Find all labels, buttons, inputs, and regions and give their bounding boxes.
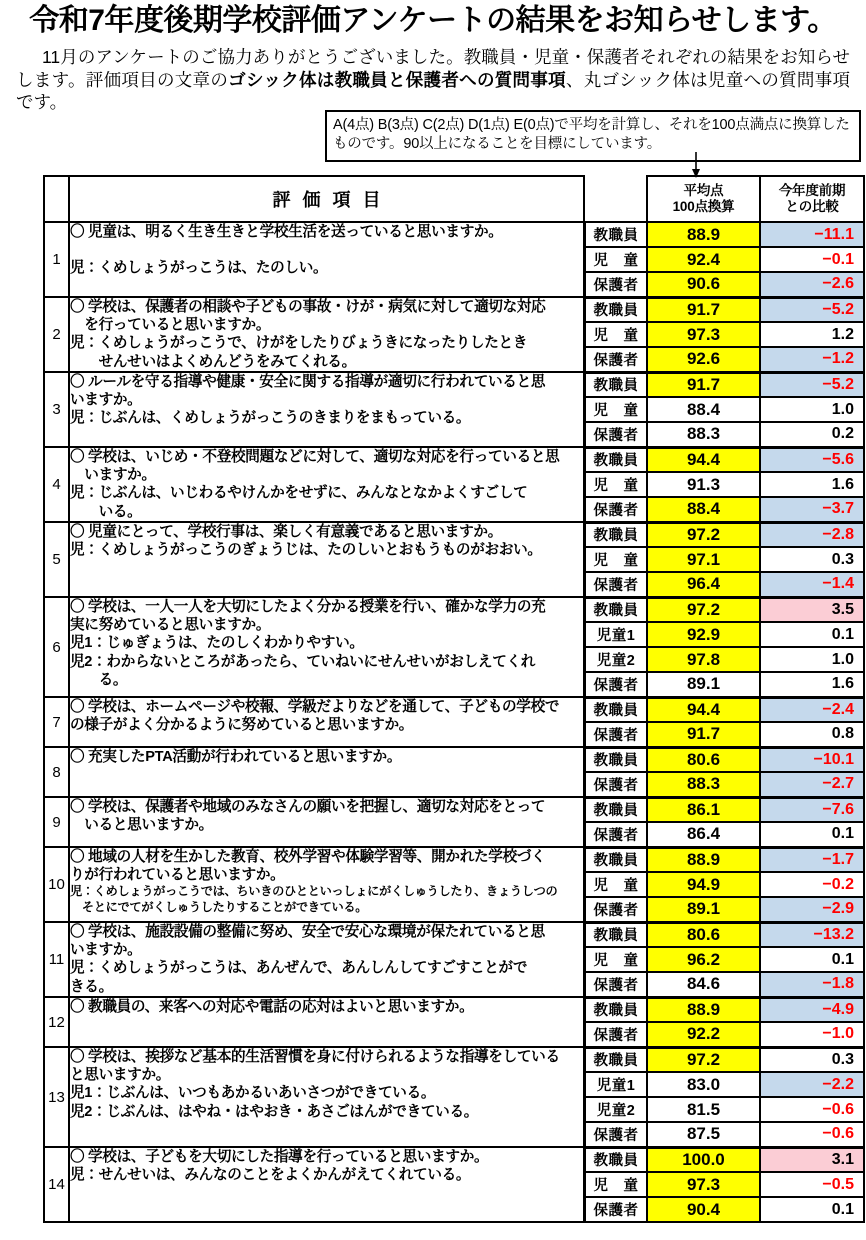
question-text: と思いますか。 xyxy=(70,1067,171,1084)
respondent-group: 児 童 xyxy=(585,247,647,272)
question-child-text xyxy=(70,241,583,259)
average-score: 89.1 xyxy=(647,672,760,697)
comparison-value: −3.7 xyxy=(760,497,864,522)
comparison-value: −2.2 xyxy=(760,1072,864,1097)
respondent-group: 児童1 xyxy=(585,622,647,647)
compare-header-line2: との比較 xyxy=(785,199,839,214)
comparison-value: 0.1 xyxy=(760,1197,864,1222)
respondent-group: 児 童 xyxy=(585,872,647,897)
evaluation-items-table xyxy=(43,175,583,1223)
score-row xyxy=(585,222,864,247)
comparison-value: 1.6 xyxy=(760,672,864,697)
table-row xyxy=(44,847,584,922)
score-row xyxy=(585,897,864,922)
row-number: 5 xyxy=(44,522,69,597)
question-text: 〇 ルールを守る指導や健康・安全に関する指導が適切に行われていると思 xyxy=(70,374,546,390)
scores-header-average xyxy=(647,176,760,222)
respondent-group: 保護者 xyxy=(585,722,647,747)
comparison-value: −5.2 xyxy=(760,372,864,397)
score-row xyxy=(585,322,864,347)
question-text: の様子がよく分かるように努めていると思いますか。 xyxy=(70,717,414,734)
score-row xyxy=(585,397,864,422)
score-row xyxy=(585,772,864,797)
question-text: 〇 学校は、ホームページや校報、学級だよりなどを通して、子どもの学校で xyxy=(70,699,560,715)
question-text: いますか。 xyxy=(70,392,142,409)
average-score: 97.8 xyxy=(647,647,760,672)
respondent-group: 保護者 xyxy=(585,1197,647,1222)
score-row xyxy=(585,822,864,847)
question-text: 〇 教職員の、来客への対応や電話の応対はよいと思いますか。 xyxy=(70,999,474,1015)
comparison-value: −10.1 xyxy=(760,747,864,772)
intro-line-1: 11月のアンケートのご協力ありがとうございました。教職員・児童・保護者それぞれの結果を xyxy=(42,47,781,67)
comparison-value: 3.1 xyxy=(760,1147,864,1172)
respondent-group: 児 童 xyxy=(585,397,647,422)
respondent-group: 児 童 xyxy=(585,947,647,972)
respondent-group: 保護者 xyxy=(585,972,647,997)
question-text: 〇 学校は、施設設備の整備に努め、安全で安心な環境が保たれていると思 xyxy=(70,924,545,940)
average-score: 97.2 xyxy=(647,522,760,547)
comparison-value: −0.1 xyxy=(760,247,864,272)
question-text: 〇 学校は、いじめ・不登校問題などに対して、適切な対応を行っていると思 xyxy=(70,449,560,465)
table-row xyxy=(44,597,584,697)
table-row xyxy=(44,922,584,997)
average-score: 88.9 xyxy=(647,847,760,872)
respondent-group: 保護者 xyxy=(585,347,647,372)
average-score: 88.4 xyxy=(647,497,760,522)
score-row xyxy=(585,947,864,972)
score-row xyxy=(585,1047,864,1072)
scores-header-blank xyxy=(585,176,647,222)
respondent-group: 教職員 xyxy=(585,297,647,322)
question-cell xyxy=(69,797,584,847)
average-score: 91.3 xyxy=(647,472,760,497)
comparison-value: −2.8 xyxy=(760,522,864,547)
score-row xyxy=(585,1022,864,1047)
table-row xyxy=(44,1147,584,1222)
score-row xyxy=(585,447,864,472)
intro-line-3: は児童への質問事項です。 xyxy=(16,69,851,112)
question-child-text: 児：くめしょうがっこうは、たのしい。 xyxy=(70,260,328,277)
table-row xyxy=(44,222,584,297)
page-title: 令和7年度後期学校評価アンケートの結果をお知らせします。 xyxy=(29,4,837,37)
respondent-group: 教職員 xyxy=(585,522,647,547)
comparison-value: −13.2 xyxy=(760,922,864,947)
comparison-value: −1.4 xyxy=(760,572,864,597)
question-child-text: 児：じぶんは、いじわるやけんかをせずに、みんなとなかよくすごして xyxy=(70,485,528,502)
score-row xyxy=(585,747,864,772)
score-row xyxy=(585,297,864,322)
respondent-group: 教職員 xyxy=(585,447,647,472)
row-number: 12 xyxy=(44,997,69,1047)
scoring-note-text: A(4点) B(3点) C(2点) D(1点) E(0点)で平均を計算し、それを100点満点に換算したものです。90以上になることを目標にしています。 xyxy=(333,117,850,152)
row-number: 4 xyxy=(44,447,69,522)
question-cell xyxy=(69,1147,584,1222)
question-child-text: 児2：わからないところがあったら、ていねいにせんせいがおしえてくれ xyxy=(70,653,536,670)
score-row xyxy=(585,1147,864,1172)
question-text: いますか。 xyxy=(70,467,156,484)
score-row xyxy=(585,997,864,1022)
compare-header-line1: 今年度前期 xyxy=(778,183,846,198)
comparison-value: 0.2 xyxy=(760,422,864,447)
question-cell xyxy=(69,697,584,747)
respondent-group: 保護者 xyxy=(585,772,647,797)
question-cell xyxy=(69,297,584,372)
average-score: 90.4 xyxy=(647,1197,760,1222)
comparison-value: −11.1 xyxy=(760,222,864,247)
question-cell xyxy=(69,1047,584,1147)
respondent-group: 教職員 xyxy=(585,222,647,247)
comparison-value: −0.6 xyxy=(760,1097,864,1122)
intro-line-2b-bold: ゴシック体は教職員と保護者への質問事項 xyxy=(228,69,566,90)
average-score: 83.0 xyxy=(647,1072,760,1097)
intro-line-2a: お知らせします。評価項目の文章の xyxy=(16,47,850,90)
respondent-group: 教職員 xyxy=(585,922,647,947)
average-score: 94.4 xyxy=(647,447,760,472)
comparison-value: −2.6 xyxy=(760,272,864,297)
comparison-value: −5.6 xyxy=(760,447,864,472)
comparison-value: −2.9 xyxy=(760,897,864,922)
scores-header-compare xyxy=(760,176,864,222)
respondent-group: 保護者 xyxy=(585,572,647,597)
question-text: 実に努めていると思いますか。 xyxy=(70,617,271,634)
table-row xyxy=(44,697,584,747)
average-score: 92.2 xyxy=(647,1022,760,1047)
respondent-group: 保護者 xyxy=(585,1022,647,1047)
respondent-group: 保護者 xyxy=(585,1122,647,1147)
average-score: 94.9 xyxy=(647,872,760,897)
score-row xyxy=(585,672,864,697)
comparison-value: 0.1 xyxy=(760,947,864,972)
respondent-group: 児 童 xyxy=(585,322,647,347)
question-cell xyxy=(69,847,584,922)
question-text: 〇 充実したPTA活動が行われていると思いますか。 xyxy=(70,749,402,765)
question-text: 〇 学校は、挨拶など基本的生活習慣を身に付けられるような指導をしている xyxy=(70,1049,560,1065)
comparison-value: 1.0 xyxy=(760,397,864,422)
score-row xyxy=(585,722,864,747)
score-row xyxy=(585,272,864,297)
question-text: 〇 児童にとって、学校行事は、楽しく有意義であると思いますか。 xyxy=(70,524,502,540)
row-number: 2 xyxy=(44,297,69,372)
score-row xyxy=(585,872,864,897)
question-text: 〇 学校は、保護者の相談や子どもの事故・けが・病気に対して適切な対応 xyxy=(70,299,546,315)
respondent-group: 教職員 xyxy=(585,847,647,872)
score-row xyxy=(585,247,864,272)
respondent-group: 教職員 xyxy=(585,697,647,722)
score-row xyxy=(585,497,864,522)
question-cell xyxy=(69,997,584,1047)
comparison-value: 0.3 xyxy=(760,1047,864,1072)
comparison-value: 0.1 xyxy=(760,822,864,847)
score-row xyxy=(585,1197,864,1222)
question-text: を行っていると思いますか。 xyxy=(70,317,271,334)
respondent-group: 保護者 xyxy=(585,497,647,522)
table-row xyxy=(44,297,584,372)
comparison-value: −4.9 xyxy=(760,997,864,1022)
question-child-text: いる。 xyxy=(70,503,142,520)
average-score: 80.6 xyxy=(647,747,760,772)
average-score: 88.3 xyxy=(647,422,760,447)
average-score: 80.6 xyxy=(647,922,760,947)
comparison-value: −7.6 xyxy=(760,797,864,822)
comparison-value: −0.5 xyxy=(760,1172,864,1197)
question-cell xyxy=(69,447,584,522)
score-row xyxy=(585,697,864,722)
scores-table xyxy=(584,175,863,1223)
average-score: 86.1 xyxy=(647,797,760,822)
average-score: 88.9 xyxy=(647,222,760,247)
average-score: 97.3 xyxy=(647,322,760,347)
average-score: 94.4 xyxy=(647,697,760,722)
question-child-text: せんせいはよくめんどうをみてくれる。 xyxy=(70,353,356,370)
question-cell xyxy=(69,522,584,597)
score-row xyxy=(585,922,864,947)
question-child-text: 児：くめしょうがっこうは、あんぜんで、あんしんしてすごすことがで xyxy=(70,960,528,977)
scoring-note-box xyxy=(325,110,861,162)
question-text: 〇 学校は、子どもを大切にした指導を行っていると思いますか。 xyxy=(70,1149,489,1165)
question-child-text: 児1：じゅぎょうは、たのしくわかりやすい。 xyxy=(70,635,364,652)
question-child-text: る。 xyxy=(70,671,128,688)
score-row xyxy=(585,1122,864,1147)
respondent-group: 保護者 xyxy=(585,897,647,922)
average-score: 97.2 xyxy=(647,597,760,622)
comparison-value: 0.1 xyxy=(760,622,864,647)
average-score: 97.2 xyxy=(647,1047,760,1072)
comparison-value: 1.2 xyxy=(760,322,864,347)
question-text: 〇 学校は、保護者や地域のみなさんの願いを把握し、適切な対応をとって xyxy=(70,799,546,815)
average-header-line2: 100点換算 xyxy=(672,199,735,214)
respondent-group: 児童2 xyxy=(585,1097,647,1122)
score-row xyxy=(585,622,864,647)
comparison-value: 3.5 xyxy=(760,597,864,622)
question-child-text: そとにでてがくしゅうしたりすることができている。 xyxy=(70,899,368,914)
items-header-label: 評価項目 xyxy=(69,176,584,222)
table-row xyxy=(44,997,584,1047)
respondent-group: 教職員 xyxy=(585,372,647,397)
score-row xyxy=(585,1172,864,1197)
average-score: 81.5 xyxy=(647,1097,760,1122)
question-child-text: 児2：じぶんは、はやね・はやおき・あさごはんができている。 xyxy=(70,1103,479,1120)
respondent-group: 児 童 xyxy=(585,472,647,497)
comparison-value: −0.6 xyxy=(760,1122,864,1147)
score-row xyxy=(585,972,864,997)
score-row xyxy=(585,572,864,597)
score-row xyxy=(585,797,864,822)
question-cell xyxy=(69,922,584,997)
row-number: 7 xyxy=(44,697,69,747)
question-text: 〇 学校は、一人一人を大切にしたよく分かる授業を行い、確かな学力の充 xyxy=(70,599,546,615)
average-score: 91.7 xyxy=(647,722,760,747)
question-text: 〇 地域の人材を生かした教育、校外学習や体験学習等、開かれた学校づく xyxy=(70,849,546,865)
table-row xyxy=(44,372,584,447)
comparison-value: −2.4 xyxy=(760,697,864,722)
average-score: 88.9 xyxy=(647,997,760,1022)
table-row xyxy=(44,447,584,522)
average-score: 92.6 xyxy=(647,347,760,372)
question-child-text: 児：くめしょうがっこうのぎょうじは、たのしいとおもうものがおおい。 xyxy=(70,542,542,559)
question-cell xyxy=(69,372,584,447)
score-row xyxy=(585,597,864,622)
items-header-row xyxy=(44,176,584,222)
row-number: 9 xyxy=(44,797,69,847)
score-row xyxy=(585,1097,864,1122)
average-score: 88.4 xyxy=(647,397,760,422)
question-child-text: 児：じぶんは、くめしょうがっこうのきまりをまもっている。 xyxy=(70,410,471,427)
average-score: 90.6 xyxy=(647,272,760,297)
score-row xyxy=(585,422,864,447)
question-child-text: 児：せんせいは、みんなのことをよくかんがえてくれている。 xyxy=(70,1167,471,1184)
average-score: 96.4 xyxy=(647,572,760,597)
respondent-group: 保護者 xyxy=(585,422,647,447)
table-row xyxy=(44,797,584,847)
question-cell xyxy=(69,747,584,797)
average-score: 97.1 xyxy=(647,547,760,572)
table-row xyxy=(44,747,584,797)
average-score: 96.2 xyxy=(647,947,760,972)
comparison-value: −2.7 xyxy=(760,772,864,797)
respondent-group: 児 童 xyxy=(585,547,647,572)
question-cell xyxy=(69,597,584,697)
comparison-value: −1.7 xyxy=(760,847,864,872)
score-row xyxy=(585,547,864,572)
row-number: 11 xyxy=(44,922,69,997)
items-header-blank xyxy=(44,176,69,222)
respondent-group: 教職員 xyxy=(585,747,647,772)
score-row xyxy=(585,522,864,547)
comparison-value: −1.8 xyxy=(760,972,864,997)
comparison-value: −0.2 xyxy=(760,872,864,897)
respondent-group: 児 童 xyxy=(585,1172,647,1197)
question-child-text: 児1：じぶんは、いつもあかるいあいさつができている。 xyxy=(70,1085,436,1102)
respondent-group: 児童2 xyxy=(585,647,647,672)
comparison-value: 0.3 xyxy=(760,547,864,572)
respondent-group: 教職員 xyxy=(585,1147,647,1172)
comparison-value: −5.2 xyxy=(760,297,864,322)
comparison-value: −1.2 xyxy=(760,347,864,372)
score-row xyxy=(585,472,864,497)
question-cell xyxy=(69,222,584,297)
scores-header-row xyxy=(585,176,864,222)
average-score: 92.9 xyxy=(647,622,760,647)
average-header-line1: 平均点 xyxy=(683,183,724,198)
table-row xyxy=(44,522,584,597)
average-score: 91.7 xyxy=(647,297,760,322)
average-score: 88.3 xyxy=(647,772,760,797)
respondent-group: 教職員 xyxy=(585,597,647,622)
intro-line-2c: 、丸ゴシック体 xyxy=(565,69,691,90)
average-score: 91.7 xyxy=(647,372,760,397)
respondent-group: 教職員 xyxy=(585,1047,647,1072)
average-score: 92.4 xyxy=(647,247,760,272)
row-number: 8 xyxy=(44,747,69,797)
row-number: 1 xyxy=(44,222,69,297)
row-number: 14 xyxy=(44,1147,69,1222)
question-child-text: きる。 xyxy=(70,978,113,995)
average-score: 97.3 xyxy=(647,1172,760,1197)
row-number: 13 xyxy=(44,1047,69,1147)
score-row xyxy=(585,647,864,672)
question-text: りが行われていると思いますか。 xyxy=(70,867,285,884)
score-row xyxy=(585,1072,864,1097)
question-text: 〇 児童は、明るく生き生きと学校生活を送っていると思いますか。 xyxy=(70,224,503,240)
question-text: いますか。 xyxy=(70,942,142,959)
average-score: 100.0 xyxy=(647,1147,760,1172)
comparison-value: 0.8 xyxy=(760,722,864,747)
comparison-value: 1.0 xyxy=(760,647,864,672)
score-row xyxy=(585,372,864,397)
table-row xyxy=(44,1047,584,1147)
score-row xyxy=(585,847,864,872)
question-text: いると思いますか。 xyxy=(70,817,213,834)
row-number: 6 xyxy=(44,597,69,697)
intro-paragraph xyxy=(16,46,850,114)
respondent-group: 保護者 xyxy=(585,672,647,697)
comparison-value: 1.6 xyxy=(760,472,864,497)
question-child-text: 児：くめしょうがっこうでは、ちいきのひとといっしょにがくしゅうしたり、きょうしつの xyxy=(70,884,558,899)
respondent-group: 教職員 xyxy=(585,797,647,822)
row-number: 10 xyxy=(44,847,69,922)
average-score: 84.6 xyxy=(647,972,760,997)
respondent-group: 教職員 xyxy=(585,997,647,1022)
respondent-group: 保護者 xyxy=(585,822,647,847)
average-score: 89.1 xyxy=(647,897,760,922)
respondent-group: 保護者 xyxy=(585,272,647,297)
respondent-group: 児童1 xyxy=(585,1072,647,1097)
comparison-value: −1.0 xyxy=(760,1022,864,1047)
average-score: 87.5 xyxy=(647,1122,760,1147)
score-row xyxy=(585,347,864,372)
question-child-text: 児：くめしょうがっこうで、けがをしたりびょうきになったりしたとき xyxy=(70,335,528,352)
average-score: 86.4 xyxy=(647,822,760,847)
row-number: 3 xyxy=(44,372,69,447)
